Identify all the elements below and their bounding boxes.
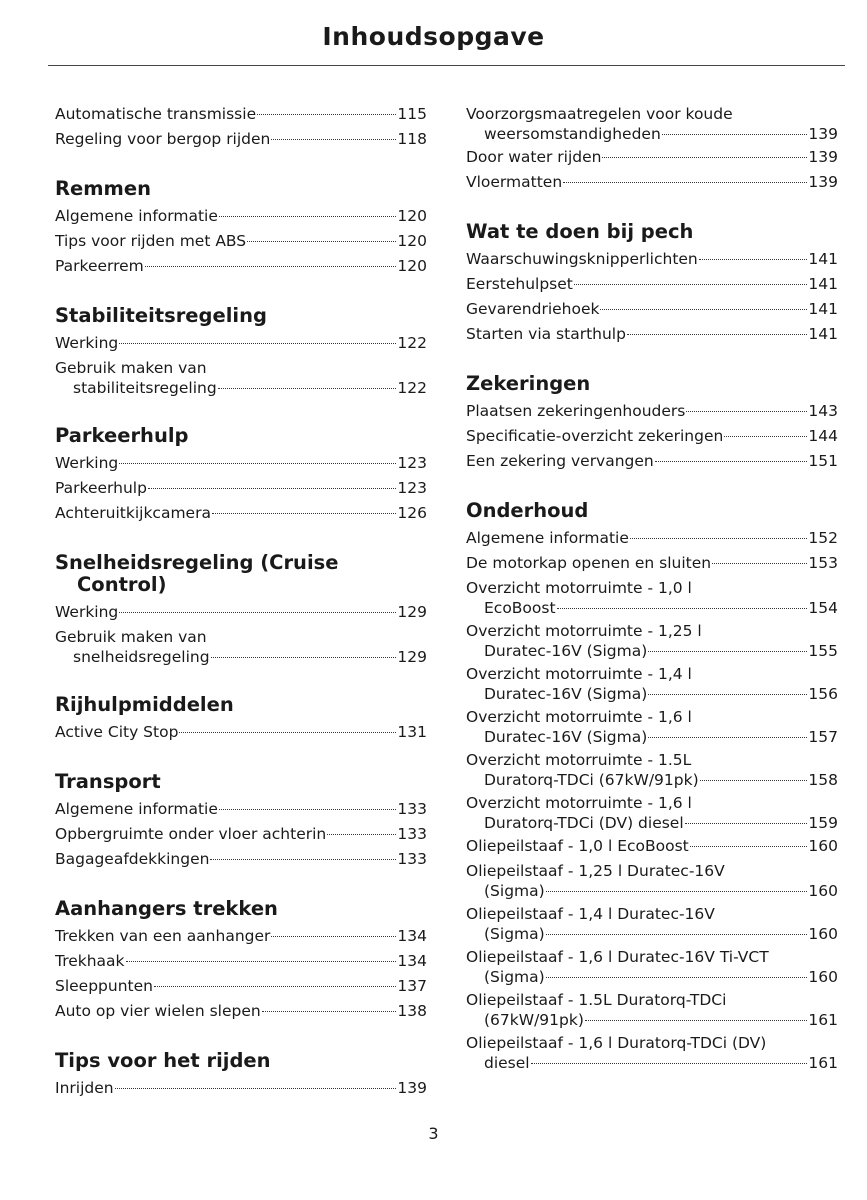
toc-entry-page-number: 160 [808,837,838,855]
toc-entry-label: diesel [484,1054,530,1072]
dot-leader [686,411,807,412]
toc-entry-label-line1: Oliepeilstaaf - 1,6 l Duratec-16V Ti-VCT [466,948,769,966]
toc-entry[interactable] [55,358,427,401]
section-heading-text: Stabiliteitsregeling [55,304,267,327]
toc-entry-label: Algemene informatie [55,207,218,225]
dot-leader [690,846,808,847]
section-heading-text: Transport [55,770,161,793]
toc-entry-page-number: 120 [397,207,427,225]
toc-entry-page-number: 139 [397,1079,427,1097]
toc-entry-label: Starten via starthulp [466,325,626,343]
toc-entry-label: Specificatie-overzicht zekeringen [466,427,724,445]
toc-entry-label: Active City Stop [55,723,179,741]
dot-leader [546,891,808,892]
toc-entry[interactable] [55,627,427,670]
dot-leader [119,612,396,613]
toc-entry-label-line1: Overzicht motorruimte - 1.5L [466,751,692,769]
toc-entry[interactable] [55,976,427,1001]
toc-entry-label: Duratec-16V (Sigma) [484,642,648,660]
toc-entry[interactable] [55,206,427,231]
dot-leader [724,436,807,437]
dot-leader [585,1020,808,1021]
toc-entry-label: Plaatsen zekeringenhouders [466,402,686,420]
toc-entry[interactable] [466,104,838,147]
toc-right-column [466,104,838,1076]
toc-entry-page-number: 123 [397,479,427,497]
toc-entry-line2 [466,1053,838,1073]
toc-entry-page-number: 161 [808,1011,838,1029]
toc-entry-label: Algemene informatie [466,529,629,547]
toc-entry-label-line1: Oliepeilstaaf - 1,4 l Duratec-16V [466,905,715,923]
toc-entry-label: Parkeerhulp [55,479,147,497]
toc-entry-label: Werking [55,454,119,472]
toc-entry-label-line1: Overzicht motorruimte - 1,4 l [466,665,692,683]
dot-leader [699,259,808,260]
toc-entry-page-number: 118 [397,130,427,148]
toc-entry[interactable] [466,528,838,553]
toc-entry-label: Gevarendriehoek [466,300,600,318]
toc-entry-page-number: 143 [808,402,838,420]
toc-entry-page-number: 155 [808,642,838,660]
toc-entry-line2 [466,124,838,144]
dot-leader [212,513,396,514]
toc-entry-page-number: 129 [397,603,427,621]
dot-leader [219,809,397,810]
dot-leader [257,114,396,115]
toc-entry-page-number: 158 [808,771,838,789]
section-heading-text: Snelheidsregeling (Cruise [55,551,339,574]
dot-leader [574,284,808,285]
toc-entry-page-number: 161 [808,1054,838,1072]
section-heading-text: Onderhoud [466,499,589,522]
toc-entry-label: weersomstandigheden [484,125,661,143]
dot-leader [154,986,396,987]
toc-entry-page-number: 133 [397,800,427,818]
toc-entry-label-line1: Oliepeilstaaf - 1,25 l Duratec-16V [466,862,725,880]
toc-entry-page-number: 139 [808,173,838,191]
toc-entry-label: Sleeppunten [55,977,153,995]
toc-entry[interactable] [466,274,838,299]
toc-entry-label: Werking [55,603,119,621]
toc-entry[interactable] [55,722,427,747]
section-heading-text: Aanhangers trekken [55,897,278,920]
dot-leader [662,134,808,135]
toc-entry[interactable] [466,750,838,793]
toc-entry-label: Inrijden [55,1079,114,1097]
toc-entry[interactable] [466,172,838,197]
section-heading [55,898,427,920]
toc-entry-label: (Sigma) [484,925,545,943]
toc-entry-label: Auto op vier wielen slepen [55,1002,261,1020]
toc-entry[interactable] [466,1033,838,1076]
toc-entry-page-number: 141 [808,300,838,318]
section-heading [466,500,838,522]
dot-leader [119,343,396,344]
toc-entry-page-number: 133 [397,825,427,843]
toc-entry-page-number: 141 [808,275,838,293]
toc-entry-label: Automatische transmissie [55,105,257,123]
toc-entry-page-number: 159 [808,814,838,832]
toc-entry-line2 [55,647,427,667]
toc-entry-page-number: 131 [397,723,427,741]
toc-entry[interactable] [55,1001,427,1026]
toc-entry-label: Oliepeilstaaf - 1,0 l EcoBoost [466,837,689,855]
toc-entry-page-number: 115 [397,105,427,123]
section-heading-text: Remmen [55,177,151,200]
toc-entry-label: (Sigma) [484,882,545,900]
toc-entry[interactable] [55,129,427,154]
toc-entry[interactable] [466,299,838,324]
dot-leader [563,182,807,183]
toc-entry[interactable] [55,453,427,478]
toc-entry[interactable] [466,324,838,349]
dot-leader [685,823,808,824]
toc-entry-label: Duratec-16V (Sigma) [484,685,648,703]
dot-leader [655,461,808,462]
toc-entry-label: EcoBoost [484,599,556,617]
toc-entry-page-number: 126 [397,504,427,522]
toc-entry[interactable] [55,1078,427,1103]
toc-entry-page-number: 160 [808,925,838,943]
toc-entry-label: Duratec-16V (Sigma) [484,728,648,746]
toc-entry-page-number: 129 [397,648,427,666]
toc-entry-page-number: 144 [808,427,838,445]
dot-leader [648,737,807,738]
toc-entry-page-number: 141 [808,325,838,343]
toc-entry[interactable] [466,904,838,947]
dot-leader [602,157,807,158]
toc-entry-label: Duratorq-TDCi (67kW/91pk) [484,771,699,789]
section-heading-text: Parkeerhulp [55,424,189,447]
toc-entry-label-line1: Oliepeilstaaf - 1.5L Duratorq-TDCi [466,991,727,1009]
toc-entry-page-number: 134 [397,927,427,945]
toc-entry-label: Algemene informatie [55,800,218,818]
toc-entry-label: Waarschuwingsknipperlichten [466,250,698,268]
toc-entry-line2 [466,881,838,901]
toc-entry-page-number: 160 [808,968,838,986]
toc-entry[interactable] [466,707,838,750]
toc-entry[interactable] [55,951,427,976]
section-heading [466,373,838,395]
toc-entry[interactable] [55,799,427,824]
section-heading [55,552,427,596]
toc-entry[interactable] [466,578,838,621]
toc-entry[interactable] [55,926,427,951]
toc-entry-label: Eerstehulpset [466,275,573,293]
section-heading [55,425,427,447]
toc-entry-page-number: 133 [397,850,427,868]
toc-entry-label: stabiliteitsregeling [73,379,217,397]
toc-entry-page-number: 157 [808,728,838,746]
toc-entry[interactable] [466,451,838,476]
section-heading-text: Zekeringen [466,372,591,395]
page-number: 3 [428,1124,439,1143]
toc-entry[interactable] [466,793,838,836]
toc-entry-line2 [466,924,838,944]
toc-entry-label: Tips voor rijden met ABS [55,232,247,250]
dot-leader [247,241,396,242]
toc-entry-page-number: 122 [397,379,427,397]
toc-entry-page-number: 153 [808,554,838,572]
toc-entry-page-number: 120 [397,257,427,275]
section-heading [55,305,427,327]
toc-left-column [55,104,427,1103]
title-divider [48,65,845,66]
section-heading [55,694,427,716]
toc-entry-label-line1: Overzicht motorruimte - 1,25 l [466,622,702,640]
toc-entry[interactable] [55,824,427,849]
toc-entry-label-line1: Overzicht motorruimte - 1,6 l [466,794,692,812]
toc-entry-page-number: 138 [397,1002,427,1020]
toc-entry-label: Achteruitkijkcamera [55,504,211,522]
toc-entry-line2 [466,641,838,661]
dot-leader [546,934,808,935]
toc-entry-label-line1: Oliepeilstaaf - 1,6 l Duratorq-TDCi (DV) [466,1034,767,1052]
toc-entry-line2 [466,813,838,833]
toc-entry[interactable] [466,426,838,451]
toc-entry[interactable] [466,664,838,707]
dot-leader [648,694,807,695]
dot-leader [557,608,808,609]
toc-entry-label: snelheidsregeling [73,648,210,666]
toc-entry-page-number: 141 [808,250,838,268]
dot-leader [126,961,397,962]
toc-entry-label: Werking [55,334,119,352]
section-heading [466,221,838,243]
toc-entry-line2 [466,770,838,790]
toc-entry-label: Trekken van een aanhanger [55,927,271,945]
dot-leader [145,266,397,267]
toc-entry-label: Trekhaak [55,952,125,970]
toc-entry-page-number: 160 [808,882,838,900]
toc-entry-page-number: 137 [397,977,427,995]
toc-entry-label: (Sigma) [484,968,545,986]
toc-entry-line2 [466,1010,838,1030]
dot-leader [700,780,808,781]
toc-entry[interactable] [55,104,427,129]
section-heading-text: Tips voor het rijden [55,1049,271,1072]
section-heading-text: Rijhulpmiddelen [55,693,234,716]
toc-entry-label-line1: Overzicht motorruimte - 1,0 l [466,579,692,597]
section-heading-text: Wat te doen bij pech [466,220,694,243]
toc-entry-page-number: 139 [808,148,838,166]
toc-entry[interactable] [466,947,838,990]
dot-leader [119,463,396,464]
toc-entry-line2 [466,598,838,618]
toc-entry-label: Duratorq-TDCi (DV) diesel [484,814,684,832]
page-title: Inhoudsopgave [322,22,545,51]
dot-leader [327,834,396,835]
toc-entry[interactable] [466,990,838,1033]
toc-entry-page-number: 139 [808,125,838,143]
dot-leader [648,651,807,652]
dot-leader [600,309,807,310]
toc-entry-line2 [466,967,838,987]
toc-entry-line2 [466,727,838,747]
toc-entry[interactable] [466,621,838,664]
toc-entry[interactable] [466,836,838,861]
toc-entry-label: Door water rijden [466,148,602,166]
toc-entry[interactable] [466,861,838,904]
dot-leader [115,1088,397,1089]
toc-entry-label: Parkeerrem [55,257,144,275]
toc-entry[interactable] [55,478,427,503]
toc-entry-page-number: 122 [397,334,427,352]
toc-entry[interactable] [466,249,838,274]
section-heading [55,178,427,200]
dot-leader [219,216,397,217]
toc-entry-label: (67kW/91pk) [484,1011,584,1029]
dot-leader [627,334,807,335]
toc-entry-page-number: 151 [808,452,838,470]
toc-entry-page-number: 120 [397,232,427,250]
dot-leader [262,1011,397,1012]
toc-entry-label-line1: Voorzorgsmaatregelen voor koude [466,105,733,123]
toc-entry[interactable] [466,401,838,426]
toc-entry[interactable] [55,503,427,528]
toc-entry-label: Regeling voor bergop rijden [55,130,271,148]
toc-entry-page-number: 134 [397,952,427,970]
toc-entry-line2 [466,684,838,704]
dot-leader [210,859,396,860]
section-heading-text-continued: Control) [77,573,167,596]
dot-leader [531,1063,808,1064]
toc-entry-label-line1: Gebruik maken van [55,359,207,377]
toc-entry[interactable] [55,231,427,256]
toc-entry[interactable] [466,147,838,172]
section-heading [55,1050,427,1072]
toc-entry[interactable] [55,849,427,874]
toc-entry-page-number: 123 [397,454,427,472]
toc-entry-page-number: 152 [808,529,838,547]
dot-leader [546,977,808,978]
toc-entry-label-line1: Overzicht motorruimte - 1,6 l [466,708,692,726]
toc-entry[interactable] [55,602,427,627]
dot-leader [630,538,808,539]
toc-entry-label: Bagageafdekkingen [55,850,210,868]
toc-entry-page-number: 154 [808,599,838,617]
section-heading [55,771,427,793]
toc-entry-label-line1: Gebruik maken van [55,628,207,646]
toc-entry[interactable] [55,333,427,358]
dot-leader [211,657,397,658]
toc-entry-label: Een zekering vervangen [466,452,654,470]
toc-entry-page-number: 156 [808,685,838,703]
dot-leader [712,563,807,564]
dot-leader [271,139,396,140]
dot-leader [148,488,396,489]
toc-entry-label: Vloermatten [466,173,563,191]
toc-entry[interactable] [55,256,427,281]
toc-entry-line2 [55,378,427,398]
dot-leader [271,936,396,937]
dot-leader [218,388,397,389]
dot-leader [179,732,396,733]
toc-entry-label: Opbergruimte onder vloer achterin [55,825,327,843]
toc-entry[interactable] [466,553,838,578]
toc-entry-label: De motorkap openen en sluiten [466,554,712,572]
